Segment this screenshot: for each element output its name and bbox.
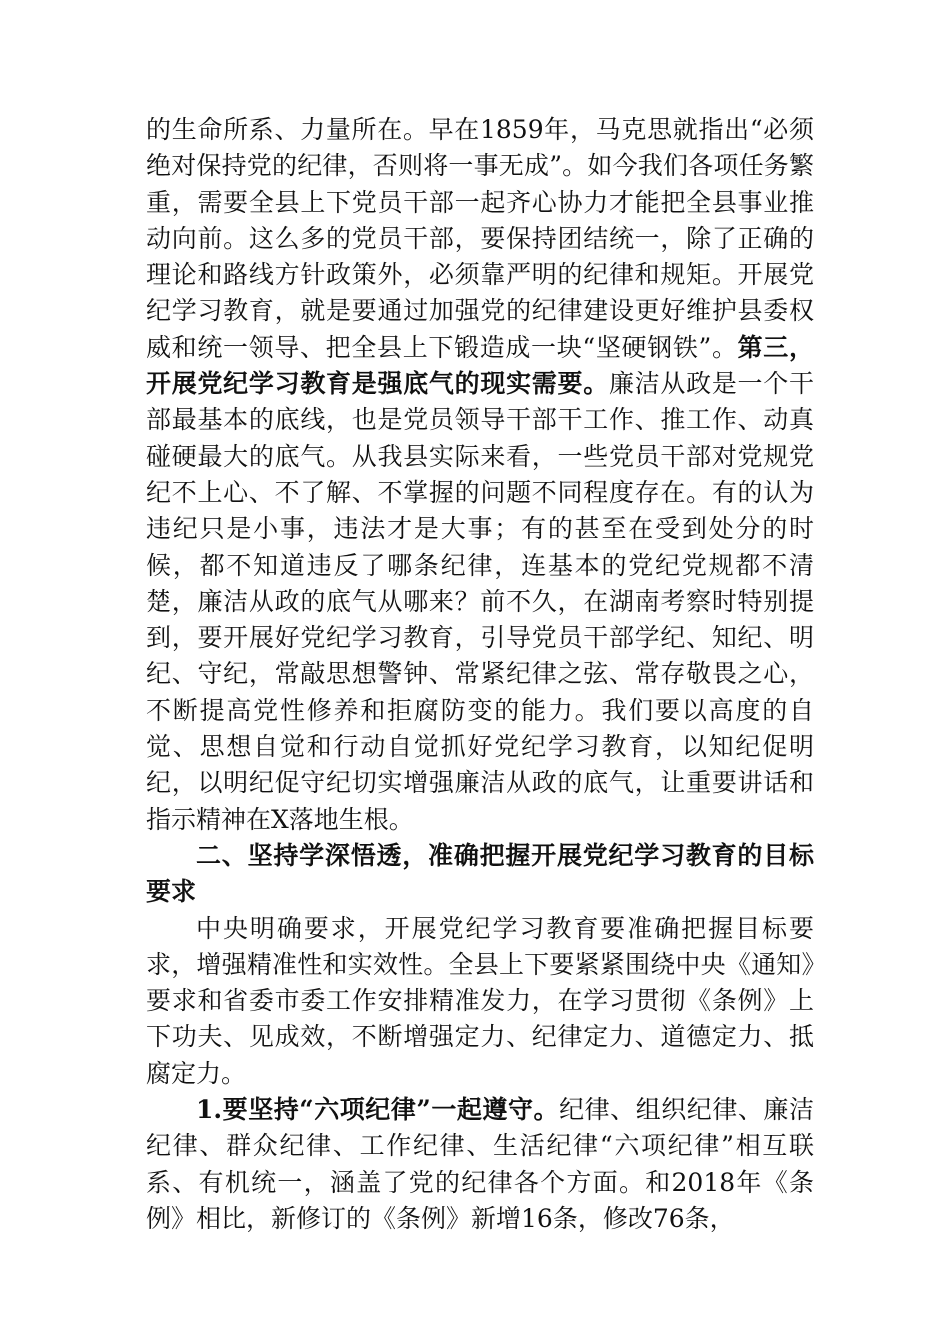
paragraph-discipline-importance xyxy=(146,112,814,838)
section-heading-two: 二、坚持学深悟透，准确把握开展党纪学习教育的目标要求 xyxy=(146,840,814,907)
paragraph-target-requirements: 中央明确要求，开展党纪学习教育要准确把握目标要求，增强精准性和实效性。全县上下要紧紧围绕中央《通知》要求和省委市委工作安排精准发力，在学习贯彻《条例》上下功夫、见成效，不断增强定力、纪律定力、道德定力、抵腐定力。 xyxy=(146,913,814,1088)
paragraph-text: 廉洁从政是一个干部最基本的底线，也是党员领导干部干工作、推工作、动真碰硬最大的底气。从我县实际来看，一些党员干部对党规党纪不上心、不了解、不掌握的问题不同程度存在。有的认为违纪只是小事，违法才是大事；有的甚至在受到处分的时候，都不知道违反了哪条纪律，连基本的党纪党规都不清楚，廉洁从政的底气从哪来？前不久，在湖南考察时特别提到，要开展好党纪学习教育，引导党员干部学纪、知纪、明纪、守纪，常敲思想警钟、常紧纪律之弦、常存敬畏之心，不断提高党性修养和拒腐防变的能力。我们要以高度的自觉、思想自觉和行动自觉抓好党纪学习教育，以知纪促明纪，以明纪促守纪切实增强廉洁从政的底气，让重要讲话和指示精神在X落地生根。 xyxy=(146,369,814,834)
document-page xyxy=(146,112,814,1237)
bold-point-one: 1.要坚持“六项纪律”一起遵守。 xyxy=(196,1095,560,1125)
paragraph-six-disciplines xyxy=(146,1092,814,1237)
bold-point-third: 第三，开展党纪学习教育是强底气的现实需要。 xyxy=(146,332,814,399)
paragraph-text: 的生命所系、力量所在。早在1859年，马克思就指出“必须绝对保持党的纪律，否则将一事无成”。如今我们各项任务繁重，需要全县上下党员干部一起齐心协力才能把全县事业推动向前。这么多的党员干部，要保持团结统一，除了正确的理论和路线方针政策外，必须靠严明的纪律和规矩。开展党纪学习教育，就是要通过加强党的纪律建设更好维护县委权威和统一领导、把全县上下锻造成一块“坚硬钢铁”。 xyxy=(146,115,814,362)
paragraph-text: 纪律、组织纪律、廉洁纪律、群众纪律、工作纪律、生活纪律“六项纪律”相互联系、有机统一，涵盖了党的纪律各个方面。和2018年《条例》相比，新修订的《条例》新增16条，修改76条， xyxy=(146,1095,814,1233)
